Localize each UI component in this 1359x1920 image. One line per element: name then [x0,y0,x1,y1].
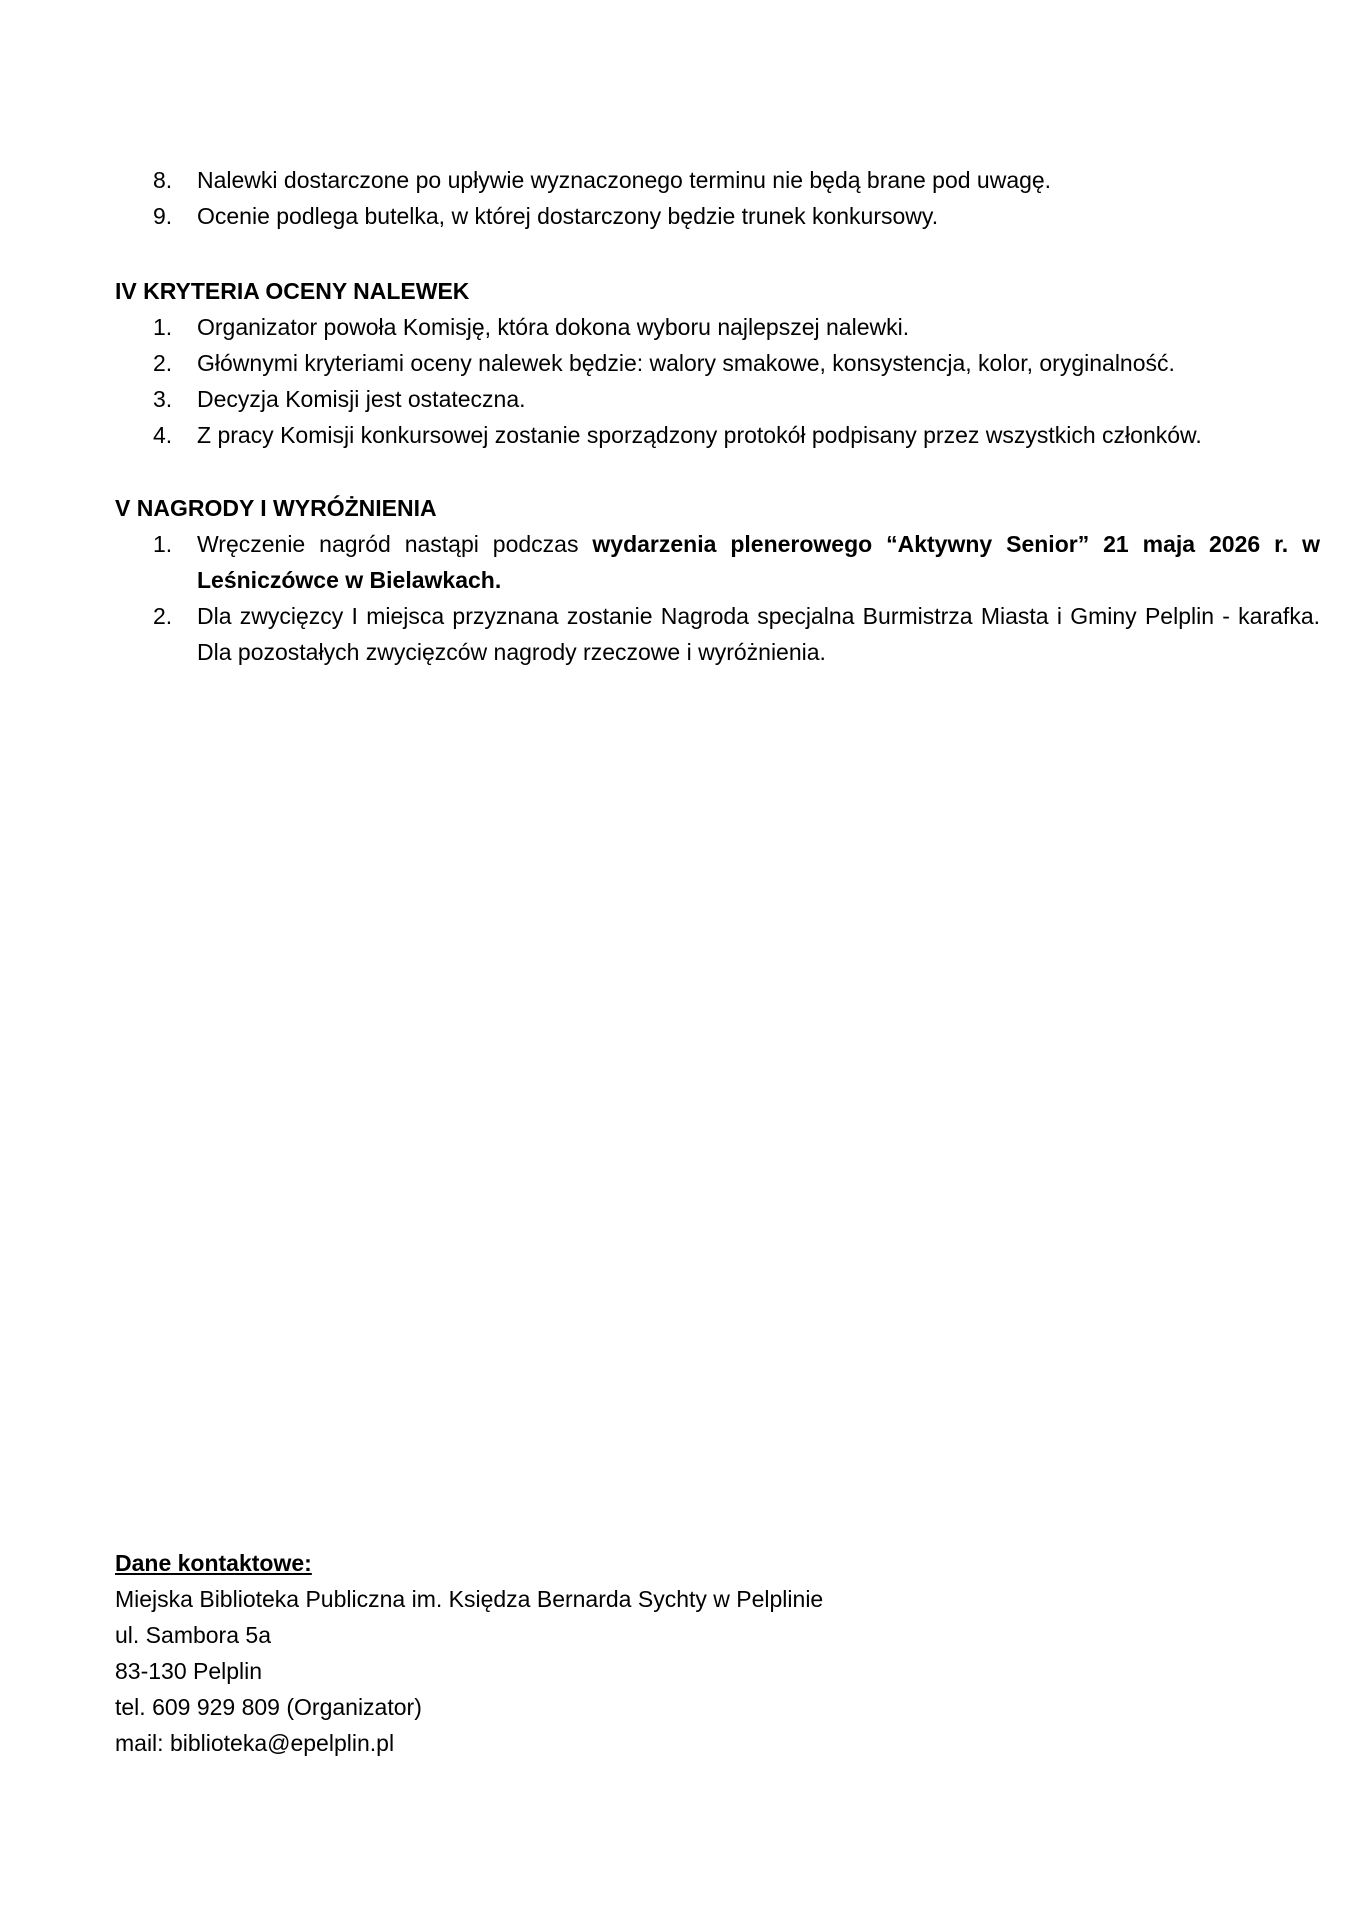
event-highlight: wydarzenia plenerowego “Aktywny Senior” 21 maja 2026 r. w Leśniczówce w Bielawkach. [197,531,1320,593]
regulations-list-continued [115,162,1320,234]
list-text: Organizator powoła Komisję, która dokona wyboru najlepszej nalewki. [197,314,910,340]
list-number: 9. [153,203,173,229]
contact-library-name: Miejska Biblioteka Publiczna im. Księdza Bernarda Sychty w Pelplinie [115,1586,824,1612]
list-item [115,198,1320,234]
contact-phone: tel. 609 929 809 (Organizator) [115,1694,422,1720]
section-iv-heading: IV KRYTERIA OCENY NALEWEK [115,278,470,304]
list-number: 3. [153,386,173,412]
list-item [115,598,1320,670]
list-number: 1. [153,314,173,340]
list-number: 4. [153,422,173,448]
list-item [115,345,1320,381]
list-item [115,381,1320,417]
list-number: 1. [153,531,173,557]
list-text: Z pracy Komisji konkursowej zostanie sporządzony protokół podpisany przez wszystkich członków. [197,422,1202,448]
list-item [115,417,1320,453]
list-item [115,526,1320,598]
list-number: 8. [153,167,173,193]
section-v-heading: V NAGRODY I WYRÓŻNIENIA [115,495,437,521]
criteria-list [115,309,1320,453]
list-text: Głównymi kryteriami oceny nalewek będzie: walory smakowe, konsystencja, kolor, oryginalność. [197,350,1175,376]
contact-postal-city: 83-130 Pelplin [115,1658,263,1684]
list-item [115,309,1320,345]
list-text: Wręczenie nagród nastąpi podczas [197,531,593,557]
contact-street: ul. Sambora 5a [115,1622,271,1648]
list-number: 2. [153,350,173,376]
list-text: Decyzja Komisji jest ostateczna. [197,386,526,412]
contact-title: Dane kontaktowe: [115,1550,312,1576]
contact-block [115,1545,823,1761]
contact-email[interactable]: mail: biblioteka@epelplin.pl [115,1730,395,1756]
list-text: Dla zwycięzcy I miejsca przyznana zostanie Nagroda specjalna Burmistrza Miasta i Gminy Pelplin - karafka. Dla pozostałych zwycięzców nagrody rzeczowe i wyróżnienia. [197,603,1320,665]
list-text: Nalewki dostarczone po upływie wyznaczonego terminu nie będą brane pod uwagę. [197,167,1052,193]
list-text: Ocenie podlega butelka, w której dostarczony będzie trunek konkursowy. [197,203,939,229]
list-item [115,162,1320,198]
awards-list [115,526,1320,670]
list-number: 2. [153,603,173,629]
